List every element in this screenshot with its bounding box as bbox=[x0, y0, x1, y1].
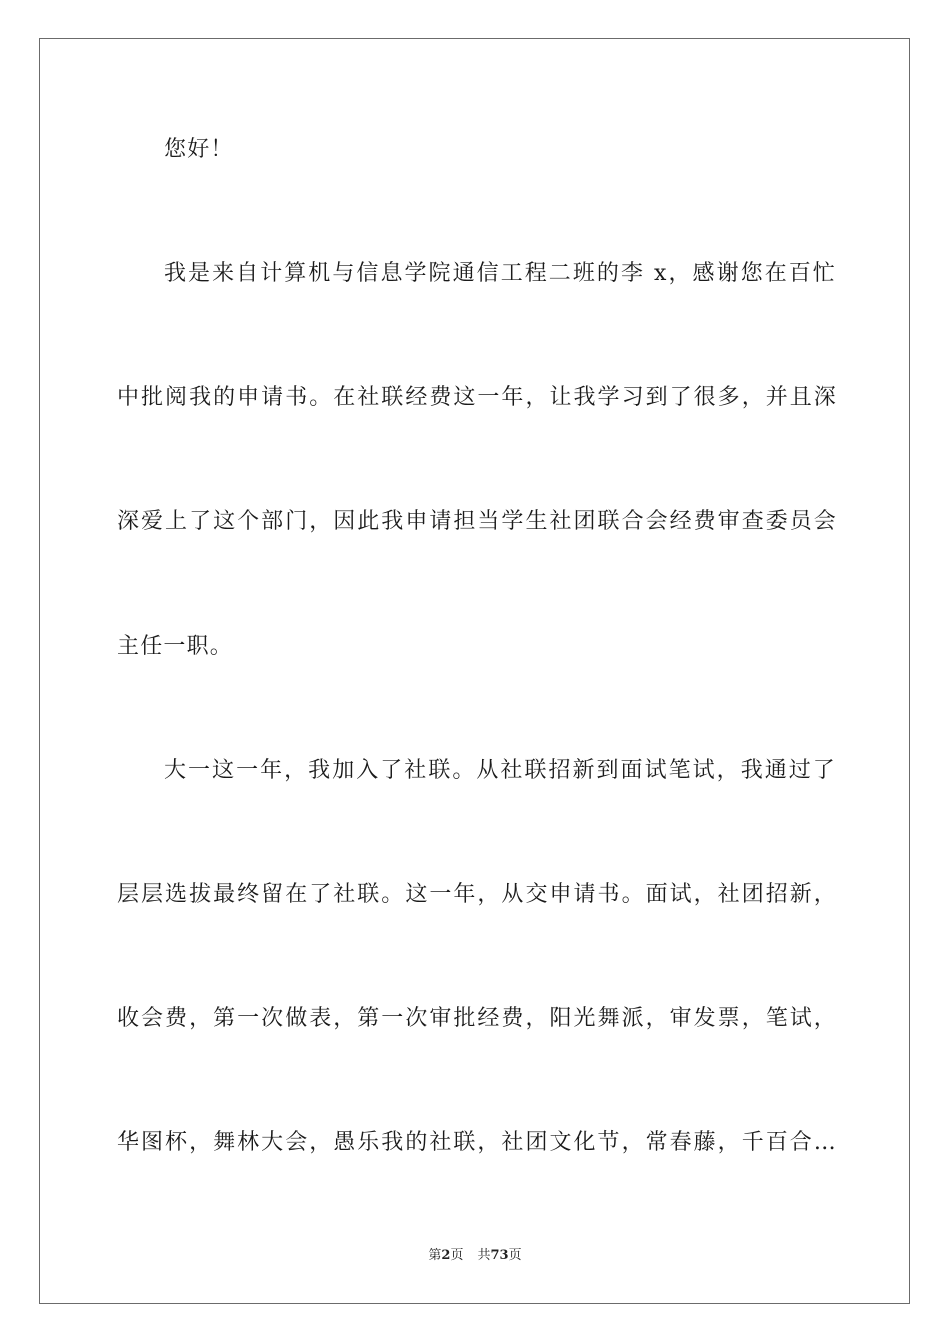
total-pages: 73 bbox=[490, 1248, 509, 1263]
total-prefix: 共 bbox=[477, 1248, 491, 1263]
paragraph-2-line-2: 层层选拔最终留在了社联。这一年，从交申请书。面试，社团招新， bbox=[117, 882, 837, 907]
paragraph-1-line-2: 中批阅我的申请书。在社联经费这一年，让我学习到了很多，并且深 bbox=[117, 385, 837, 410]
page-suffix: 页 bbox=[450, 1248, 464, 1263]
paragraph-1-line-1: 我是来自计算机与信息学院通信工程二班的李 x，感谢您在百忙 bbox=[164, 261, 836, 286]
paragraph-1-line-3: 深爱上了这个部门，因此我申请担当学生社团联合会经费审查委员会 bbox=[117, 509, 837, 534]
paragraph-2-line-4: 华图杯，舞林大会，愚乐我的社联，社团文化节，常春藤，千百合… bbox=[117, 1130, 837, 1155]
page-prefix: 第 bbox=[428, 1248, 442, 1263]
page-footer bbox=[0, 1247, 950, 1265]
paragraph-2-line-1: 大一这一年，我加入了社联。从社联招新到面试笔试，我通过了 bbox=[164, 758, 836, 783]
page-border bbox=[39, 38, 910, 1304]
paragraph-1-line-4: 主任一职。 bbox=[117, 634, 234, 659]
paragraph-2-line-3: 收会费，第一次做表，第一次审批经费，阳光舞派，审发票，笔试， bbox=[117, 1006, 837, 1031]
greeting: 您好！ bbox=[164, 137, 234, 162]
total-suffix: 页 bbox=[508, 1248, 522, 1263]
page-number: 2 bbox=[441, 1248, 451, 1263]
